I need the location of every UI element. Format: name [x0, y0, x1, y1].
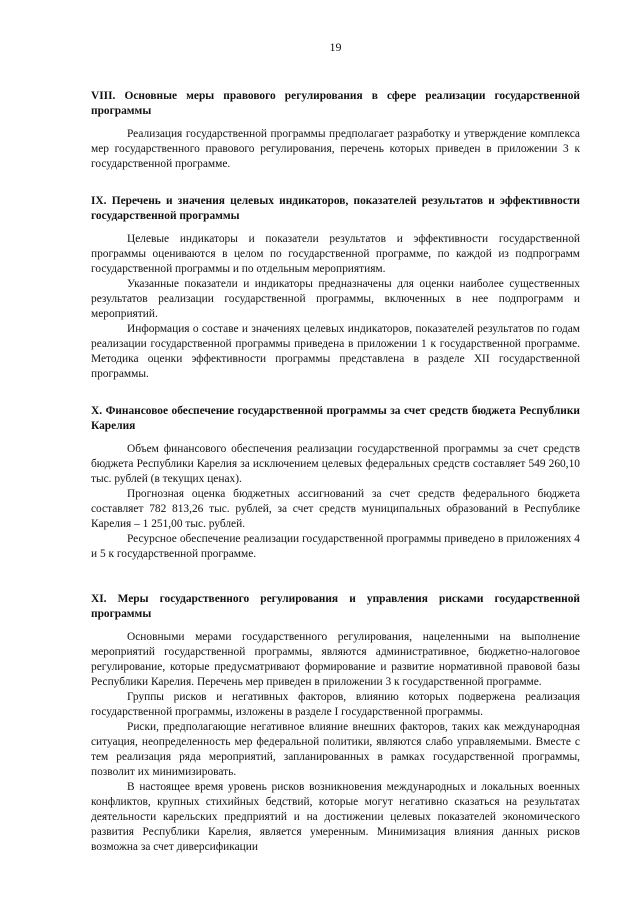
paragraph: Группы рисков и негативных факторов, влиянию которых подвержена реализация государственной программы, изложены в разделе I государственной программы. [91, 691, 580, 718]
paragraph: Прогнозная оценка бюджетных ассигнований за счет средств федерального бюджета составляет 782 813,26 тыс. рублей, за счет средств муниципальных образований в Республике Карелия – 1 251,00 тыс. рублей. [91, 488, 580, 530]
paragraph: Указанные показатели и индикаторы предназначены для оценки наиболее существенных результатов реализации государственной программы, включенных в нее подпрограмм и мероприятий. [91, 278, 580, 320]
section-viii [91, 89, 580, 172]
section-x [91, 404, 580, 562]
paragraph: Риски, предполагающие негативное влияние внешних факторов, таких как международная ситуация, неопределенность мер федеральной политики, являются слабо управляемыми. Вместе с тем реализация ряда мероприятий, запланированных в рамках государственной программы, позволит их минимизировать. [91, 721, 580, 778]
paragraph: В настоящее время уровень рисков возникновения международных и локальных военных конфликтов, крупных стихийных бедствий, которые могут негативно сказаться на результатах деятельности карельских предприятий и на достижении целевых показателей экономического развития Республики Карелия, является умеренным. Минимизация влияния данных рисков возможна за счет диверсификации [91, 781, 580, 853]
paragraph: Целевые индикаторы и показатели результатов и эффективности государственной программы оцениваются в целом по государственной программе, по каждой из подпрограмм государственной программы и по отдельным мероприятиям. [91, 233, 580, 275]
section-ix [91, 194, 580, 382]
paragraph: Ресурсное обеспечение реализации государственной программы приведено в приложениях 4 и 5 к государственной программе. [91, 533, 580, 560]
section-heading: IX. Перечень и значения целевых индикаторов, показателей результатов и эффективности государственной программы [91, 195, 580, 222]
paragraph: Основными мерами государственного регулирования, нацеленными на выполнение мероприятий государственной программы, являются административное, бюджетно-налоговое регулирование, которые предусматривают формирование и развитие нормативной правовой базы Республики Карелия. Перечень мер приведен в приложении 3 к государственной программе. [91, 631, 580, 688]
paragraph: Информация о составе и значениях целевых индикаторов, показателей результатов по годам реализации государственной программы приведена в приложении 1 к государственной программе. Методика оценки эффективности программы представлена в разделе XII государственной программы. [91, 323, 580, 380]
paragraph: Реализация государственной программы предполагает разработку и утверждение комплекса мер государственного правового регулирования, перечень которых приведен в приложении 3 к государственной программе. [91, 128, 580, 170]
paragraph: Объем финансового обеспечения реализации государственной программы за счет средств бюджета Республики Карелия за исключением целевых федеральных средств составляет 549 260,10 тыс. рублей (в текущих ценах). [91, 443, 580, 485]
section-heading: XI. Меры государственного регулирования и управления рисками государственной программы [91, 593, 580, 620]
page-number: 19 [329, 40, 342, 54]
section-heading: X. Финансовое обеспечение государственной программы за счет средств бюджета Республики Карелия [91, 405, 580, 432]
section-heading: VIII. Основные меры правового регулирования в сфере реализации государственной программы [91, 90, 580, 117]
section-xi [91, 592, 580, 855]
